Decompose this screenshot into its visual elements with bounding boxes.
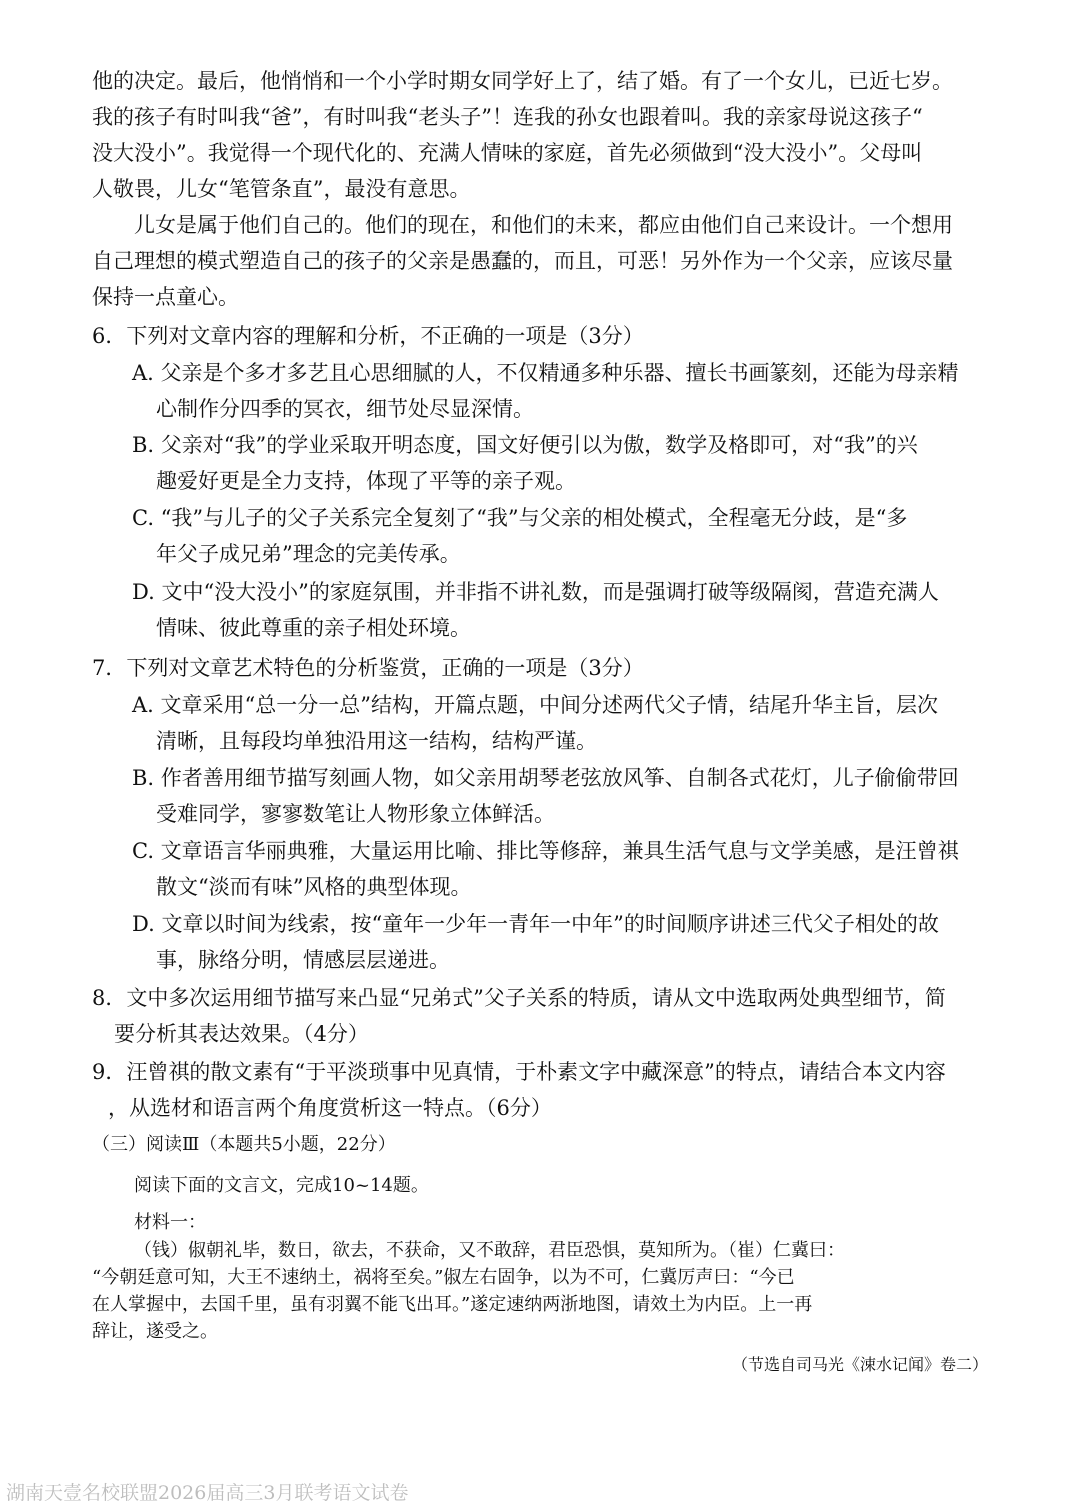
option-b-cont: 趣爱好更是全力支持，体现了平等的亲子观。 <box>156 469 576 493</box>
page-footer: 湖南天壹名校联盟2026届高三3月联考语文试卷 <box>6 1482 409 1504</box>
material-line: 辞让，遂受之。 <box>92 1321 218 1342</box>
option-a-cont: 清晰，且每段均单独沿用这一结构，结构严谨。 <box>156 729 597 753</box>
option-d: D. 文章以时间为线索，按“童年一少年一青年一中年”的时间顺序讲述三代父子相处的故 <box>132 912 939 936</box>
option-d: D. 文中“没大没小”的家庭氛围，并非指不讲礼数，而是强调打破等级隔阂，营造充满人 <box>132 580 939 604</box>
question-stem: 6．下列对文章内容的理解和分析，不正确的一项是（3分） <box>92 324 644 348</box>
material-line: “今朝廷意可知，大王不速纳土，祸将至矣。”俶左右固争，以为不可，仁冀厉声曰：“今已 <box>92 1267 795 1288</box>
option-c-cont: 散文“淡而有味”风格的典型体现。 <box>156 875 472 899</box>
passage-line: 他的决定。最后，他悄悄和一个小学时期女同学好上了，结了婚。有了一个女儿，已近七岁。 <box>92 69 953 93</box>
passage-line: 保持一点童心。 <box>92 285 239 309</box>
option-c-cont: 年父子成兄弟”理念的完美传承。 <box>156 542 461 566</box>
passage-line: 儿女是属于他们自己的。他们的现在，和他们的未来，都应由他们自己来设计。一个想用 <box>134 213 953 237</box>
question-stem: 8．文中多次运用细节描写来凸显“兄弟式”父子关系的特质，请从文中选取两处典型细节，简 <box>92 986 946 1010</box>
passage-line: 自己理想的模式塑造自己的孩子的父亲是愚蠢的，而且，可恶！另外作为一个父亲，应该尽量 <box>92 249 953 273</box>
option-b-cont: 受难同学，寥寥数笔让人物形象立体鲜活。 <box>156 802 555 826</box>
material-line: 在人掌握中，去国千里，虽有羽翼不能飞出耳。”遂定速纳两浙地图，请效土为内臣。上一再 <box>92 1294 813 1315</box>
option-d-cont: 情味、彼此尊重的亲子相处环境。 <box>156 616 471 640</box>
material-label: 材料一： <box>134 1212 206 1233</box>
passage-line: 我的孩子有时叫我“爸”，有时叫我“老头子”！连我的孙女也跟着叫。我的亲家母说这孩子“ <box>92 105 923 129</box>
option-b: B. 作者善用细节描写刻画人物，如父亲用胡琴老弦放风筝、自制各式花灯，儿子偷偷带回 <box>132 766 959 790</box>
option-c: C. 文章语言华丽典雅，大量运用比喻、排比等修辞，兼具生活气息与文学美感，是汪曾祺 <box>132 839 959 863</box>
material-line: （钱）俶朝礼毕，数日，欲去，不获命，又不敢辞，君臣恐惧，莫知所为。（崔）仁冀曰： <box>134 1240 845 1261</box>
material-source: （节选自司马光《涑水记闻》卷二） <box>731 1355 988 1374</box>
option-a: A. 文章采用“总一分一总”结构，开篇点题，中间分述两代父子情，结尾升华主旨，层次 <box>132 693 938 717</box>
section-intro: 阅读下面的文言文，完成10~14题。 <box>134 1175 429 1196</box>
question-stem-cont: ，从选材和语言两个角度赏析这一特点。（6分） <box>108 1096 552 1120</box>
passage-line: 没大没小”。我觉得一个现代化的、充满人情味的家庭，首先必须做到“没大没小”。父母叫 <box>92 141 923 165</box>
option-b: B. 父亲对“我”的学业采取开明态度，国文好便引以为傲，数学及格即可，对“我”的兴 <box>132 433 918 457</box>
section-heading: （三）阅读Ⅲ（本题共5小题，22分） <box>92 1134 396 1155</box>
option-c: C. “我”与儿子的父子关系完全复刻了“我”与父亲的相处模式，全程毫无分歧，是“多 <box>132 506 908 530</box>
option-a: A. 父亲是个多才多艺且心思细腻的人，不仅精通多种乐器、擅长书画篆刻，还能为母亲精 <box>132 361 959 385</box>
question-stem: 7．下列对文章艺术特色的分析鉴赏，正确的一项是（3分） <box>92 656 644 680</box>
question-stem: 9．汪曾祺的散文素有“于平淡琐事中见真情，于朴素文字中藏深意”的特点，请结合本文内容 <box>92 1060 946 1084</box>
passage-line: 人敬畏，儿女“笔管条直”，最没有意思。 <box>92 177 471 201</box>
option-a-cont: 心制作分四季的冥衣，细节处尽显深情。 <box>156 397 534 421</box>
question-stem-cont: 要分析其表达效果。（4分） <box>114 1022 369 1046</box>
option-d-cont: 事，脉络分明，情感层层递进。 <box>156 948 450 972</box>
